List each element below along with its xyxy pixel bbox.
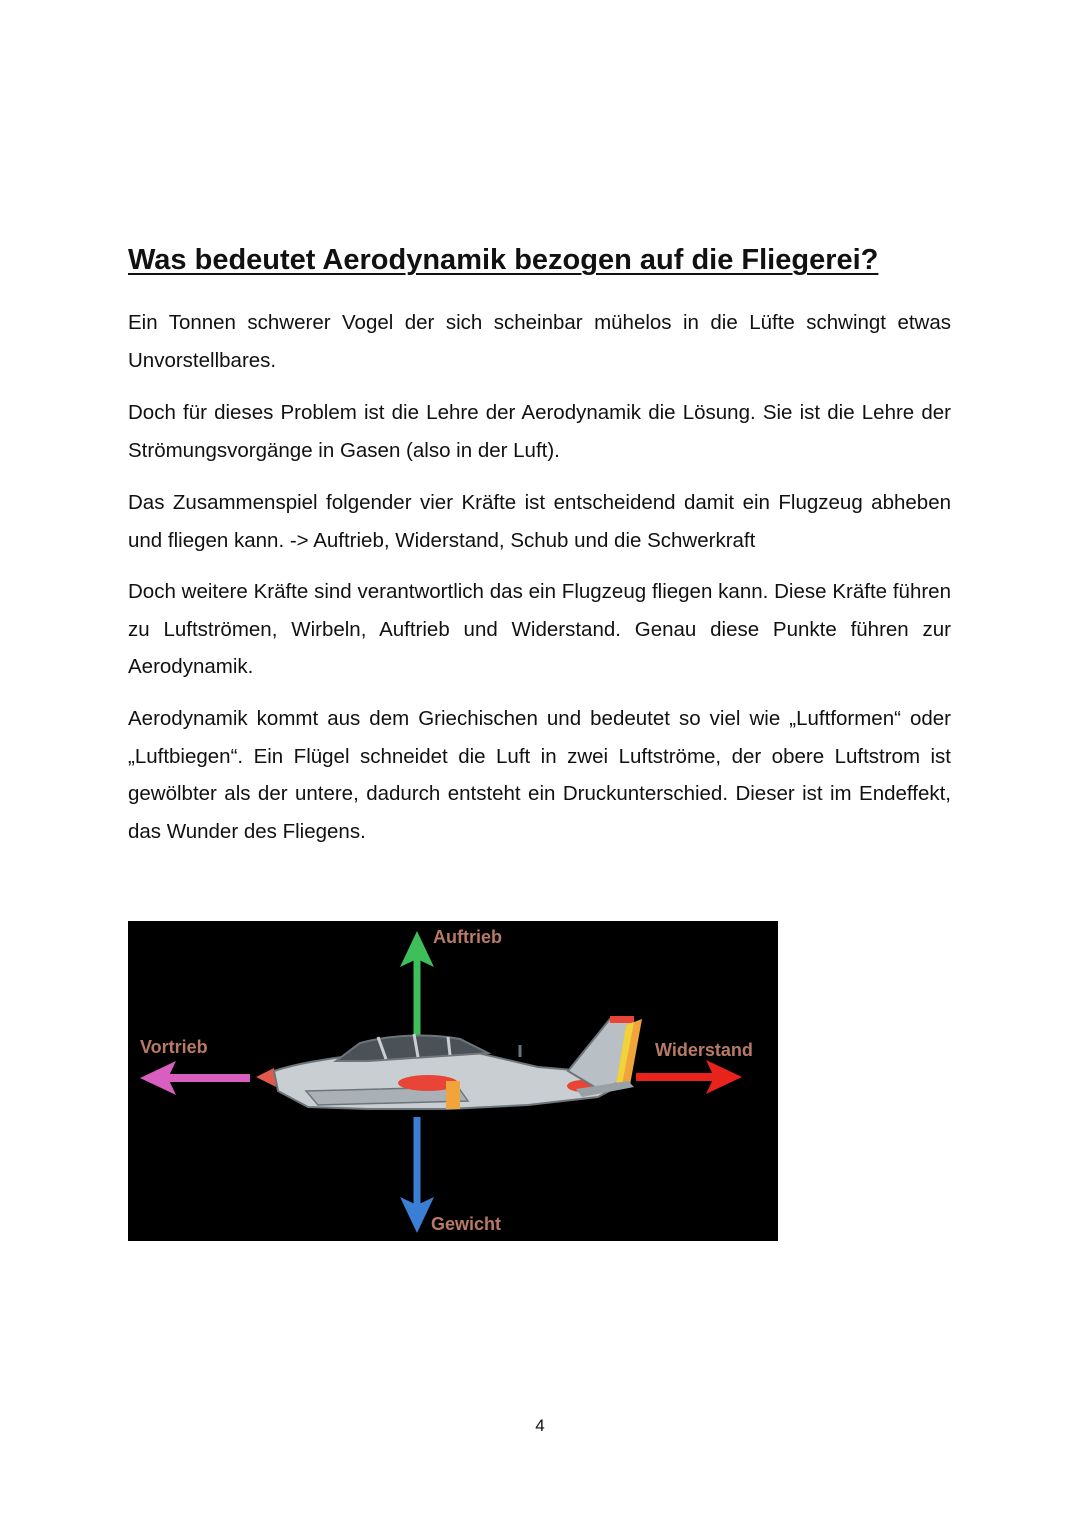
thrust-label: Vortrieb xyxy=(140,1037,208,1057)
paragraph-3: Das Zusammenspiel folgender vier Kräfte ist entscheidend damit ein Flugzeug abheben und fliegen kann. -> Auftrieb, Widerstand, Schub und die Schwerkraft xyxy=(128,491,951,552)
paragraph-4: Doch weitere Kräfte sind verantwortlich das ein Flugzeug fliegen kann. Diese Kräfte führen zu Luftströmen, Wirbeln, Auftrieb und Widerstand. Genau diese Punkte führen zur Aerodynamik. xyxy=(128,580,951,678)
paragraph-5: Aerodynamik kommt aus dem Griechischen und bedeutet so viel wie „Luftformen“ oder „Luftbiegen“. Ein Flügel schneidet die Luft in zwei Luftströme, der obere Luftstrom ist gewölbter als der untere, dadurch entsteht ein Druckunterschied. Dieser ist im Endeffekt, das Wunder des Fliegens. xyxy=(128,707,951,843)
airplane-illustration xyxy=(256,1016,642,1109)
page-number: 4 xyxy=(535,1416,545,1435)
drag-label: Widerstand xyxy=(655,1040,753,1060)
weight-label: Gewicht xyxy=(431,1214,502,1234)
paragraph-2: Doch für dieses Problem ist die Lehre der Aerodynamik die Lösung. Sie ist die Lehre der Strömungsvorgänge in Gasen (also in der Luft). xyxy=(128,401,951,462)
paragraph-1: Ein Tonnen schwerer Vogel der sich scheinbar mühelos in die Lüfte schwingt etwas Unvorstellbares. xyxy=(128,311,951,372)
page-heading: Was bedeutet Aerodynamik bezogen auf die Fliegerei? xyxy=(128,244,879,276)
airplane-forces-diagram xyxy=(128,921,778,1241)
lift-label: Auftrieb xyxy=(433,927,502,947)
airplane-forces-figure xyxy=(128,921,778,1241)
